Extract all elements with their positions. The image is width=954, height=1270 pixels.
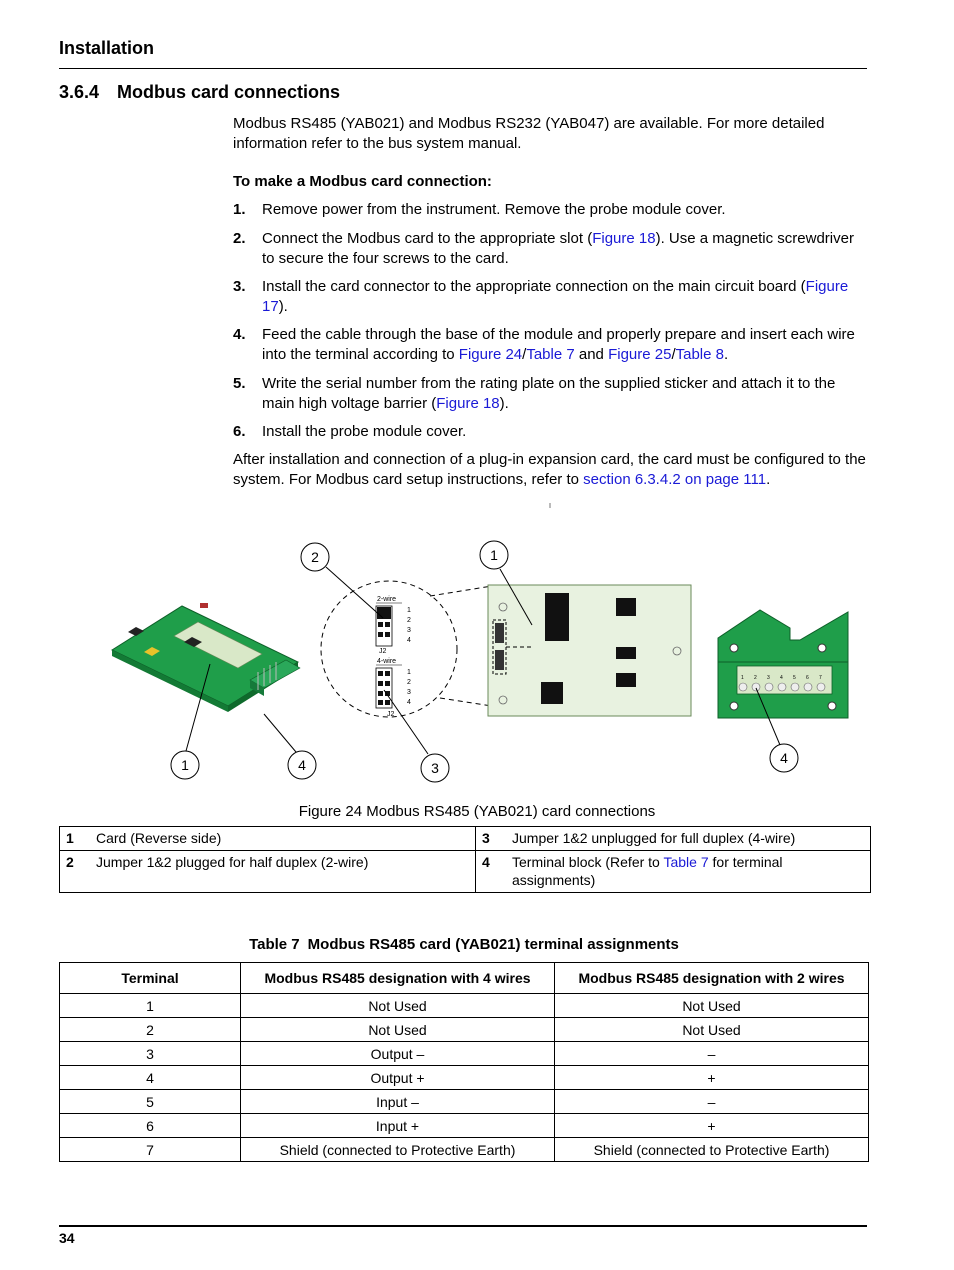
step-text: Feed the cable through the base of the module and properly prepare and insert each wire into the terminal according to [262, 326, 855, 363]
table-row: 4 Output + + [60, 1066, 869, 1090]
intro-paragraph: Modbus RS485 (YAB021) and Modbus RS232 (YAB047) are available. For more detailed information refer to the bus system manual. [233, 115, 825, 152]
step-3 [233, 277, 867, 316]
procedure-title: To make a Modbus card connection: [233, 173, 492, 190]
svg-text:2: 2 [407, 679, 411, 686]
svg-text:4: 4 [407, 637, 411, 644]
callout-3 [421, 754, 449, 782]
step-text: ). Use a magnetic screwdriver to secure the four screws to the card. [262, 230, 854, 267]
step-number: 1. [233, 201, 246, 218]
table-7-link[interactable]: Table 7 [663, 854, 709, 870]
svg-text:7: 7 [819, 675, 822, 681]
two-wire-label: 2-wire [377, 596, 397, 603]
svg-text:3: 3 [407, 627, 411, 634]
card-top-view [488, 585, 691, 716]
figure-18-link[interactable]: Figure 18 [592, 230, 656, 247]
svg-text:3: 3 [767, 675, 770, 681]
legend-value: Jumper 1&2 unplugged for full duplex (4-wire) [506, 827, 871, 851]
table-row: 2 Not Used Not Used [60, 1018, 869, 1042]
callout-1 [171, 751, 199, 779]
legend-value: Terminal block (Refer to Table 7 for terminal assignments) [506, 851, 871, 893]
figure-17-link[interactable]: Figure 17 [262, 278, 849, 315]
step-1 [233, 200, 867, 220]
legend-row [60, 827, 871, 851]
figure-18-link[interactable]: Figure 18 [436, 394, 500, 412]
step-number: 6. [233, 423, 246, 440]
footer-rule [59, 1225, 867, 1227]
terminal-block-view [718, 610, 848, 718]
svg-text:2: 2 [407, 617, 411, 624]
callout-2 [301, 543, 329, 571]
legend-key: 4 [476, 851, 507, 893]
step-number: 2. [233, 230, 246, 247]
column-header-terminal: Terminal [60, 963, 241, 994]
step-text: Install the card connector to the appropriate connection on the main circuit board ( [262, 278, 806, 295]
svg-text:J2: J2 [379, 648, 387, 655]
step-text: Write the serial number from the rating plate on the supplied sticker and attach it to the main high voltage barrier ( [262, 375, 836, 412]
svg-text:4: 4 [298, 757, 306, 773]
table-row: 5 Input – – [60, 1090, 869, 1114]
table-row: 6 Input + + [60, 1114, 869, 1138]
svg-text:3: 3 [431, 760, 439, 776]
svg-text:4: 4 [780, 750, 788, 766]
legend-key: 1 [60, 827, 91, 851]
step-number: 3. [233, 278, 246, 295]
table-row: 1 Not Used Not Used [60, 994, 869, 1018]
callout-1-card [480, 541, 508, 569]
header-rule [59, 68, 867, 69]
after-install-paragraph: After installation and connection of a plug-in expansion card, the card must be configured to the system. For Modbus card setup instructions, refer to section 6.3.4.2 on page 111. [233, 451, 866, 488]
page-number: 34 [59, 1230, 75, 1246]
section-title-text: Modbus card connections [117, 82, 341, 102]
card-reverse-side [112, 603, 300, 712]
table-row: 3 Output – – [60, 1042, 869, 1066]
legend-key: 2 [60, 851, 91, 893]
figure-25-link[interactable]: Figure 25 [608, 345, 672, 363]
svg-text:1: 1 [490, 547, 498, 563]
step-number: 4. [233, 326, 246, 343]
figure-legend-table [59, 826, 871, 893]
svg-text:2: 2 [311, 549, 319, 565]
legend-value: Jumper 1&2 plugged for half duplex (2-wire) [90, 851, 476, 893]
column-header-2-wires: Modbus RS485 designation with 2 wires [555, 963, 869, 994]
svg-text:4: 4 [407, 699, 411, 706]
step-text: ). [278, 297, 288, 315]
section-title [59, 82, 340, 103]
step-text: ). [499, 394, 509, 412]
modbus-card-figure [100, 500, 870, 795]
table-7-link[interactable]: Table 7 [526, 345, 575, 363]
callout-4 [288, 751, 316, 779]
svg-text:1: 1 [181, 757, 189, 773]
section-number: 3.6.4 [59, 82, 100, 102]
step-text: Install the probe module cover. [262, 423, 467, 440]
svg-text:2: 2 [754, 675, 757, 681]
table-row: 7 Shield (connected to Protective Earth) Shield (connected to Protective Earth) [60, 1138, 869, 1162]
step-6 [233, 422, 867, 442]
table-label: Table 7 [249, 936, 300, 953]
table-8-link[interactable]: Table 8 [675, 345, 724, 363]
table-title-text: Modbus RS485 card (YAB021) terminal assignments [307, 936, 679, 953]
column-header-4-wires: Modbus RS485 designation with 4 wires [241, 963, 555, 994]
table-header-row [60, 963, 869, 994]
svg-text:1: 1 [407, 607, 411, 614]
step-text: Remove power from the instrument. Remove the probe module cover. [262, 201, 726, 218]
terminal-assignments-table [59, 962, 869, 1162]
svg-text:J2: J2 [387, 711, 395, 718]
svg-text:6: 6 [806, 675, 809, 681]
step-2 [233, 229, 867, 268]
svg-text:1: 1 [407, 669, 411, 676]
legend-row [60, 851, 871, 893]
chapter-heading: Installation [59, 38, 155, 58]
svg-text:1: 1 [741, 675, 744, 681]
step-5 [233, 374, 867, 413]
step-text: Connect the Modbus card to the appropriate slot ( [262, 230, 593, 247]
section-6-3-4-2-link[interactable]: section 6.3.4.2 on page 111 [583, 470, 767, 488]
four-wire-label: 4-wire [377, 658, 397, 665]
legend-value: Card (Reverse side) [90, 827, 476, 851]
step-number: 5. [233, 375, 246, 392]
figure-caption: Figure 24 Modbus RS485 (YAB021) card connections [298, 803, 656, 820]
callout-4-terminal [770, 744, 798, 772]
table-title [0, 936, 928, 953]
legend-key: 3 [476, 827, 507, 851]
step-4: 4. Feed the cable through the base of the module and properly prepare and insert each wire into the terminal according to Figure 24/Table 7 and Figure 25/Table 8. [233, 326, 855, 363]
svg-text:5: 5 [793, 675, 796, 681]
svg-text:3: 3 [407, 689, 411, 696]
svg-text:4: 4 [780, 675, 783, 681]
figure-24-link[interactable]: Figure 24 [458, 345, 523, 363]
